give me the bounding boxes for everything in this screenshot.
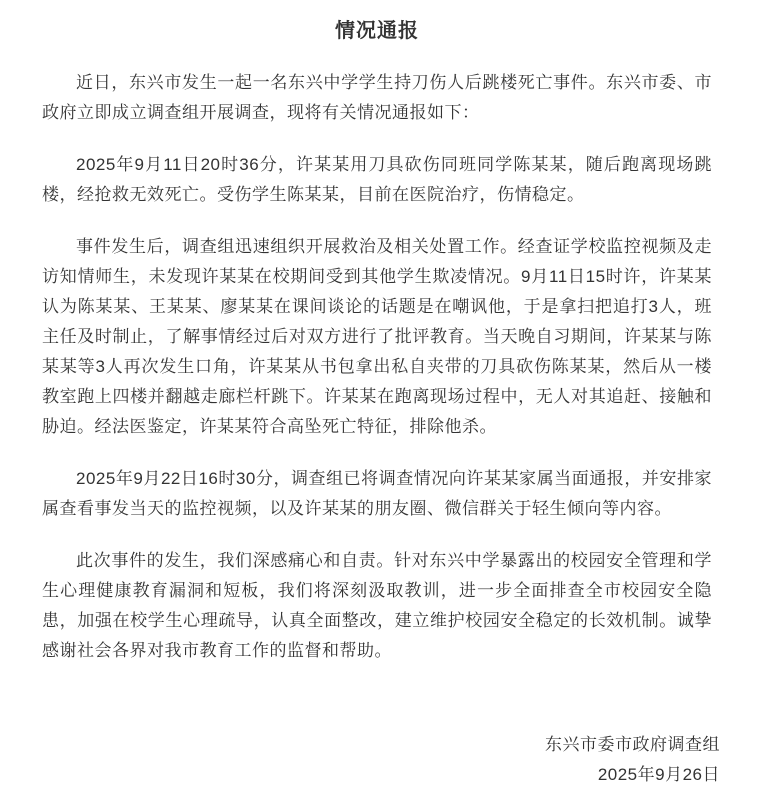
signature-date: 2025年9月26日 — [597, 765, 720, 784]
paragraph-investigation-findings: 事件发生后，调查组迅速组织开展救治及相关处置工作。经查证学校监控视频及走访知情师生，未发现许某某在校期间受到其他学生欺凌情况。9月11日15时许，许某某认为陈某某、王某某、廖某某在课间谈论的话题是在嘲讽他，于是拿扫把追打3人，班主任及时制止，了解事情经过后对双方进行了批评教育。当天晚自习期间，许某某与陈某某等3人再次发生口角，许某某从书包拿出私自夹带的刀具砍伤陈某某，然后从一楼教室跑上四楼并翻越走廊栏杆跳下。许某某在跑离现场过程中，无人对其追赶、接触和胁迫。经法医鉴定，许某某符合高坠死亡特征，排除他杀。 — [42, 237, 712, 436]
paragraph-incident-summary: 2025年9月11日20时36分，许某某用刀具砍伤同班同学陈某某，随后跑离现场跳楼，经抢救无效死亡。受伤学生陈某某，目前在医院治疗，伤情稳定。 — [42, 155, 712, 204]
document-title: 情况通报 — [335, 20, 419, 42]
paragraph-family-briefing: 2025年9月22日16时30分，调查组已将调查情况向许某某家属当面通报，并安排家属查看事发当天的监控视频，以及许某某的朋友圈、微信群关于轻生倾向等内容。 — [42, 469, 712, 518]
signature-issuer: 东兴市委市政府调查组 — [545, 735, 720, 754]
signature-block — [42, 730, 720, 790]
paragraph-intro: 近日，东兴市发生一起一名东兴中学学生持刀伤人后跳楼死亡事件。东兴市委、市政府立即成立调查组开展调查，现将有关情况通报如下： — [42, 73, 712, 122]
paragraph-reflection-measures: 此次事件的发生，我们深感痛心和自责。针对东兴中学暴露出的校园安全管理和学生心理健康教育漏洞和短板，我们将深刻汲取教训，进一步全面排查全市校园安全隐患，加强在校学生心理疏导，认真全面整改，建立维护校园安全稳定的长效机制。诚挚感谢社会各界对我市教育工作的监督和帮助。 — [42, 551, 712, 660]
